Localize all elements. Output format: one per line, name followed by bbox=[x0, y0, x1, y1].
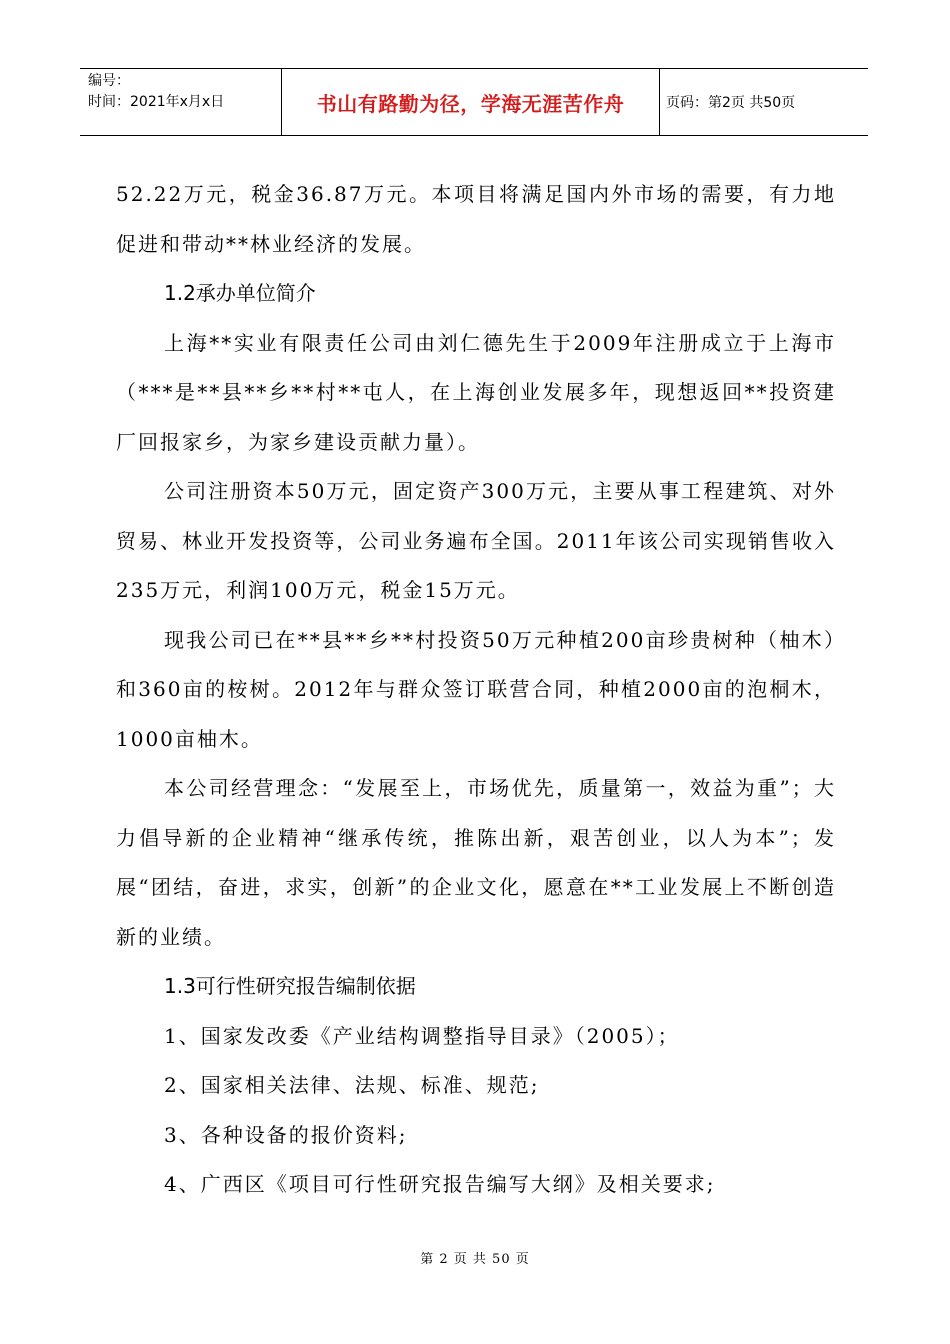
paragraph-continuation: 52.22万元，税金36.87万元。本项目将满足国内外市场的需要，有力地促进和带动**林业经济的发展。 bbox=[116, 182, 836, 256]
page-footer: 第 2 页 共 50 页 bbox=[420, 1252, 530, 1267]
list-item: 1、国家发改委《产业结构调整指导目录》（2005）； bbox=[164, 1023, 680, 1048]
paragraph-company-intro: 上海**实业有限责任公司由刘仁德先生于2009年注册成立于上海市（***是**县**乡**村**屯人，在上海创业发展多年，现想返回**投资建厂回报家乡，为家乡建设贡献力量）。 bbox=[116, 330, 836, 454]
header-motto: 书山有路勤为径，学海无涯苦作舟 bbox=[282, 69, 660, 135]
document-time-label: 时间：2021年x月x日 bbox=[88, 94, 225, 110]
document-number-label: 编号： bbox=[88, 73, 130, 89]
document-body bbox=[116, 170, 836, 1210]
header-page-info: 页码：第2页 共50页 bbox=[666, 95, 796, 111]
page-header bbox=[80, 68, 868, 136]
section-heading-1-2: 1.2承办单位简介 bbox=[164, 281, 316, 305]
section-heading-1-3: 1.3可行性研究报告编制依据 bbox=[164, 974, 416, 998]
header-meta-cell bbox=[80, 69, 282, 135]
list-item: 2、国家相关法律、法规、标准、规范; bbox=[164, 1073, 540, 1097]
paragraph-company-capital: 公司注册资本50万元，固定资产300万元，主要从事工程建筑、对外贸易、林业开发投资等，公司业务遍布全国。2011年该公司实现销售收入235万元，利润100万元，税金15万元。 bbox=[116, 479, 836, 602]
list-item: 3、各种设备的报价资料; bbox=[164, 1122, 408, 1147]
paragraph-business-philosophy: 本公司经营理念：“发展至上，市场优先，质量第一，效益为重”；大力倡导新的企业精神“继承传统，推陈出新，艰苦创业，以人为本”；发展“团结，奋进，求实，创新”的企业文化，愿意在**工业发展上不断创造新的业绩。 bbox=[116, 776, 836, 949]
paragraph-investment: 现我公司已在**县**乡**村投资50万元种植200亩珍贵树种（柚木）和360亩的桉树。2012年与群众签订联营合同，种植2000亩的泡桐木，1000亩柚木。 bbox=[116, 627, 836, 751]
list-item: 4、广西区《项目可行性研究报告编写大纲》及相关要求; bbox=[164, 1172, 716, 1196]
